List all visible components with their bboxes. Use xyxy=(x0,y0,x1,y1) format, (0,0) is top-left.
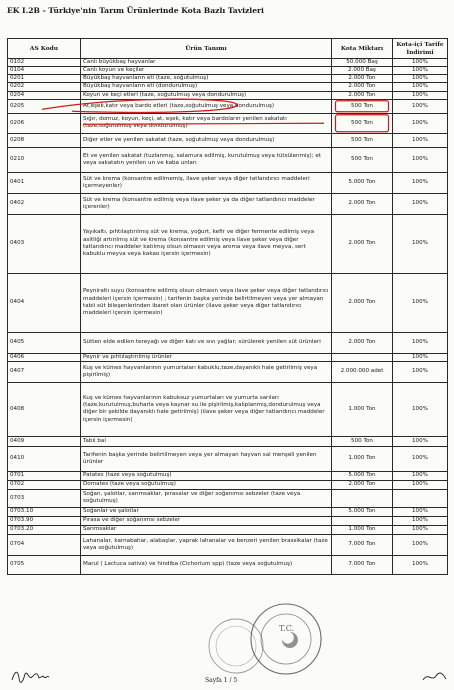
tariff-reduction-cell: 100% xyxy=(393,525,448,534)
table-row xyxy=(8,193,448,214)
product-description-cell: Domates (taze veya soğutulmuş) xyxy=(81,480,332,489)
quota-table xyxy=(7,38,448,575)
header-product-description: Ürün Tanımı xyxy=(81,39,332,59)
as-code-cell: 0402 xyxy=(8,193,81,214)
product-description-cell: Lahanalar, karnabahar, alabaşlar, yaprak lahanalar ve benzeri yenilen brassikalar (taze veya soğutulmuş) xyxy=(81,534,332,555)
header-tariff-reduction: Kota-içi Tarife İndirimi xyxy=(393,39,448,59)
tariff-reduction-cell: 100% xyxy=(393,75,448,83)
as-code-cell: 0701 xyxy=(8,471,81,480)
quota-amount-cell: 5.000 Ton xyxy=(332,507,393,516)
product-description-cell: Et ve yenilen sakatat (tuzlanmış, salamura edilmiş, kurutulmuş veya tütsülenmiş); et veya sakatatın yenilen un ve kaba unları xyxy=(81,147,332,172)
tariff-reduction-cell: 100% xyxy=(393,361,448,382)
tariff-reduction-cell: 100% xyxy=(393,507,448,516)
product-description-cell: Peynir ve pıhtılaştırılmış ürünler xyxy=(81,353,332,361)
product-description-cell: Patates (taze veya soğutulmuş) xyxy=(81,471,332,480)
header-as-code: AS Kodu xyxy=(8,39,81,59)
round-stamp-left xyxy=(206,616,266,676)
table-row xyxy=(8,361,448,382)
as-code-cell: 0201 xyxy=(8,75,81,83)
tariff-reduction-cell: 100% xyxy=(393,214,448,273)
tariff-reduction-cell: 100% xyxy=(393,480,448,489)
table-row xyxy=(8,113,448,133)
tariff-reduction-cell: 100% xyxy=(393,382,448,436)
product-description-cell: Marul ( Lactuca sativa) ve hindiba (Cichorium spp) (taze veya soğutulmuş) xyxy=(81,555,332,574)
as-code-cell: 0705 xyxy=(8,555,81,574)
as-code-cell: 0210 xyxy=(8,147,81,172)
as-code-cell: 0205 xyxy=(8,99,81,113)
as-code-cell: 0702 xyxy=(8,480,81,489)
table-row xyxy=(8,489,448,507)
signature-left xyxy=(10,668,50,686)
product-description-cell: Soğan, şalotlar, sarımsaklar, pırasalar ve diğer soğanımsı sebzeler (taze veya soğutulmuş) xyxy=(81,489,332,507)
tariff-reduction-cell: 100% xyxy=(393,59,448,67)
product-description-cell: Tabii bal xyxy=(81,436,332,446)
table-row xyxy=(8,75,448,83)
product-description-cell: Diğer etler ve yenilen sakatat (taze, soğutulmuş veya dondurulmuş) xyxy=(81,133,332,147)
table-row xyxy=(8,273,448,332)
as-code-cell: 0704 xyxy=(8,534,81,555)
tariff-reduction-cell: 100% xyxy=(393,273,448,332)
table-row xyxy=(8,172,448,193)
header-quota-amount: Kota Miktarı xyxy=(332,39,393,59)
tariff-reduction-cell: 100% xyxy=(393,67,448,75)
quota-amount-cell: 7.000 Ton xyxy=(332,555,393,574)
document-title: EK I.2B - Türkiye'nin Tarım Ürünlerinde Kota Bazlı Tavizleri xyxy=(7,6,264,15)
quota-amount-cell: 1.000 Ton xyxy=(332,525,393,534)
product-description-cell: Peyniraltı suyu (konsantre edilmiş olsun olmasın veya ilave şeker veya diğer tatlandırıcı maddeleri içersin içermesin) ; tarifenin başka yerinde belirtilmeyen veya yer almayan tabii süt bileşenlerinden ibaret olan ürünler (ilave şeker veya diğer tatlandırıcı maddeleri içersin içermesin) xyxy=(81,273,332,332)
tariff-reduction-cell: 100% xyxy=(393,83,448,91)
quota-amount-cell: 2.000 Baş xyxy=(332,67,393,75)
table-row xyxy=(8,480,448,489)
tariff-reduction-cell: 100% xyxy=(393,516,448,525)
tariff-reduction-cell: 100% xyxy=(393,147,448,172)
tariff-reduction-cell: 100% xyxy=(393,172,448,193)
as-code-cell: 0406 xyxy=(8,353,81,361)
as-code-cell: 0208 xyxy=(8,133,81,147)
page-footer xyxy=(0,668,454,690)
product-description-cell: At,eşek,katır veya bardo etleri (taze,soğutulmuş veya dondurulmuş) xyxy=(81,99,332,113)
product-description-cell: Süt ve krema (konsantre edilmiş veya ilave şeker ya da diğer tatlandırıcı maddeler içerenler) xyxy=(81,193,332,214)
tariff-reduction-cell: 100% xyxy=(393,193,448,214)
quota-amount-cell: 7.000 Ton xyxy=(332,534,393,555)
signature-right xyxy=(420,668,448,686)
quota-amount-cell: 50.000 Baş xyxy=(332,59,393,67)
quota-amount-cell: 1.000 Ton xyxy=(332,382,393,436)
as-code-cell: 0102 xyxy=(8,59,81,67)
quota-amount-cell: 2.000.000 adet xyxy=(332,361,393,382)
tariff-reduction-cell: 100% xyxy=(393,133,448,147)
tariff-reduction-cell: 100% xyxy=(393,353,448,361)
page-number: Sayfa 1 / 5 xyxy=(205,677,238,684)
tariff-reduction-cell: 100% xyxy=(393,446,448,471)
as-code-cell: 0703 xyxy=(8,489,81,507)
as-code-cell: 0202 xyxy=(8,83,81,91)
quota-amount-cell: 2.000 Ton xyxy=(332,273,393,332)
quota-amount-cell xyxy=(332,489,393,507)
quota-amount-cell: 500 Ton xyxy=(332,436,393,446)
quota-amount-cell: 5.000 Ton xyxy=(332,172,393,193)
table-row xyxy=(8,133,448,147)
tariff-reduction-cell: 100% xyxy=(393,471,448,480)
as-code-cell: 0206 xyxy=(8,113,81,133)
as-code-cell: 0703.20 xyxy=(8,525,81,534)
quota-amount-cell: 2.000 Ton xyxy=(332,193,393,214)
table-row xyxy=(8,332,448,353)
tariff-reduction-cell: 100% xyxy=(393,91,448,99)
tariff-reduction-cell: 100% xyxy=(393,534,448,555)
table-row xyxy=(8,534,448,555)
quota-amount-cell: 2.000 Ton xyxy=(332,83,393,91)
product-description-cell: Büyükbaş hayvanların eti (dondurulmuş) xyxy=(81,83,332,91)
tariff-reduction-cell xyxy=(393,489,448,507)
table-body xyxy=(8,59,448,575)
as-code-cell: 0703.10 xyxy=(8,507,81,516)
table-row xyxy=(8,214,448,273)
as-code-cell: 0104 xyxy=(8,67,81,75)
tariff-reduction-cell: 100% xyxy=(393,555,448,574)
table-row xyxy=(8,516,448,525)
product-description-cell: Yayıkaltı, pıhtılaştırılmış süt ve krema, yoğurt, kefir ve diğer fermente edilmiş veya asitliği artırılmış süt ve krema (konsantre edilmiş veya ilave şeker veya diğer tatlandırıcı maddeler katılmış olsun olmasın veya aroma veya ilave meyva, sert kabuklu meyva veya kakao içersin içermesin) xyxy=(81,214,332,273)
table-row xyxy=(8,353,448,361)
quota-amount-cell: 2.000 Ton xyxy=(332,75,393,83)
product-description-cell: Soğanlar ve şalotlar xyxy=(81,507,332,516)
table-row xyxy=(8,67,448,75)
table-header-row xyxy=(8,39,448,59)
product-description-cell: Sütten elde edilen tereyağı ve diğer katı ve sıvı yağlar; sürülerek yenilen süt ürünleri xyxy=(81,332,332,353)
as-code-cell: 0403 xyxy=(8,214,81,273)
as-code-cell: 0703.90 xyxy=(8,516,81,525)
tariff-reduction-cell: 100% xyxy=(393,113,448,133)
table-row xyxy=(8,525,448,534)
table-row xyxy=(8,446,448,471)
product-description-cell: Koyun ve keçi etleri (taze, soğutulmuş veya dondurulmuş) xyxy=(81,91,332,99)
product-description-cell: Sığır, domuz, koyun, keçi, at, eşek, katır veya bardoların yenilen sakatatı (taze,soğutulmuş veya dondurulmuş) xyxy=(81,113,332,133)
quota-amount-cell: 2.000 Ton xyxy=(332,214,393,273)
table-row xyxy=(8,59,448,67)
table-row xyxy=(8,83,448,91)
as-code-cell: 0204 xyxy=(8,91,81,99)
quota-amount-cell: 2.000 Ton xyxy=(332,332,393,353)
product-description-cell: Kuş ve kümes hayvanlarının kabuksuz yumurtaları ve yumurta sarıları (taze,kurutulmuş,buharla veya kaynar su ile pişirilmiş,kalıplanmış,dondurulmuş veya diğer bir şekilde dayanıklı hale getirilmiş) (ilave şeker veya diğer tatlandırıcı maddeler içersin içermesin) xyxy=(81,382,332,436)
quota-amount-cell: 500 Ton xyxy=(332,147,393,172)
as-code-cell: 0405 xyxy=(8,332,81,353)
product-description-cell: Canlı büyükbaş hayvanlar xyxy=(81,59,332,67)
as-code-cell: 0401 xyxy=(8,172,81,193)
product-description-cell: Tarifenin başka yerinde belirtilmeyen veya yer almayan hayvan sal menşeli yenilen ürünler xyxy=(81,446,332,471)
quota-amount-cell: 500 Ton xyxy=(332,99,393,113)
as-code-cell: 0404 xyxy=(8,273,81,332)
tariff-reduction-cell: 100% xyxy=(393,332,448,353)
product-description-cell: Pırasa ve diğer soğanımsı sebzeler xyxy=(81,516,332,525)
as-code-cell: 0409 xyxy=(8,436,81,446)
quota-amount-cell: 500 Ton xyxy=(332,113,393,133)
quota-amount-cell: 2.000 Ton xyxy=(332,480,393,489)
table-row xyxy=(8,382,448,436)
product-description-cell: Sarımsaklar xyxy=(81,525,332,534)
product-description-cell: Kuş ve kümes hayvanlarının yumurtaları kabuklu,taze,dayanıklı hale getirilmiş veya pişirilmiş) xyxy=(81,361,332,382)
product-description-cell: Büyükbaş hayvanların eti (taze, soğutulmuş) xyxy=(81,75,332,83)
quota-amount-cell: 5.000 Ton xyxy=(332,471,393,480)
quota-amount-cell xyxy=(332,516,393,525)
table-row xyxy=(8,507,448,516)
quota-amount-cell: 1.000 Ton xyxy=(332,446,393,471)
table-row xyxy=(8,99,448,113)
seal-text: T.C. xyxy=(279,624,295,633)
as-code-cell: 0407 xyxy=(8,361,81,382)
table-row xyxy=(8,471,448,480)
tariff-reduction-cell: 100% xyxy=(393,99,448,113)
as-code-cell: 0408 xyxy=(8,382,81,436)
quota-amount-cell xyxy=(332,353,393,361)
product-description-cell: Canlı koyun ve keçiler xyxy=(81,67,332,75)
table-row xyxy=(8,555,448,574)
as-code-cell: 0410 xyxy=(8,446,81,471)
table-row xyxy=(8,91,448,99)
table-row xyxy=(8,147,448,172)
quota-amount-cell: 500 Ton xyxy=(332,133,393,147)
tariff-reduction-cell: 100% xyxy=(393,436,448,446)
quota-amount-cell: 2.000 Ton xyxy=(332,91,393,99)
table-row xyxy=(8,436,448,446)
product-description-cell: Süt ve krema (konsantre edilmemiş, ilave şeker veya diğer tatlandırıcı maddeleri içermeyenler) xyxy=(81,172,332,193)
